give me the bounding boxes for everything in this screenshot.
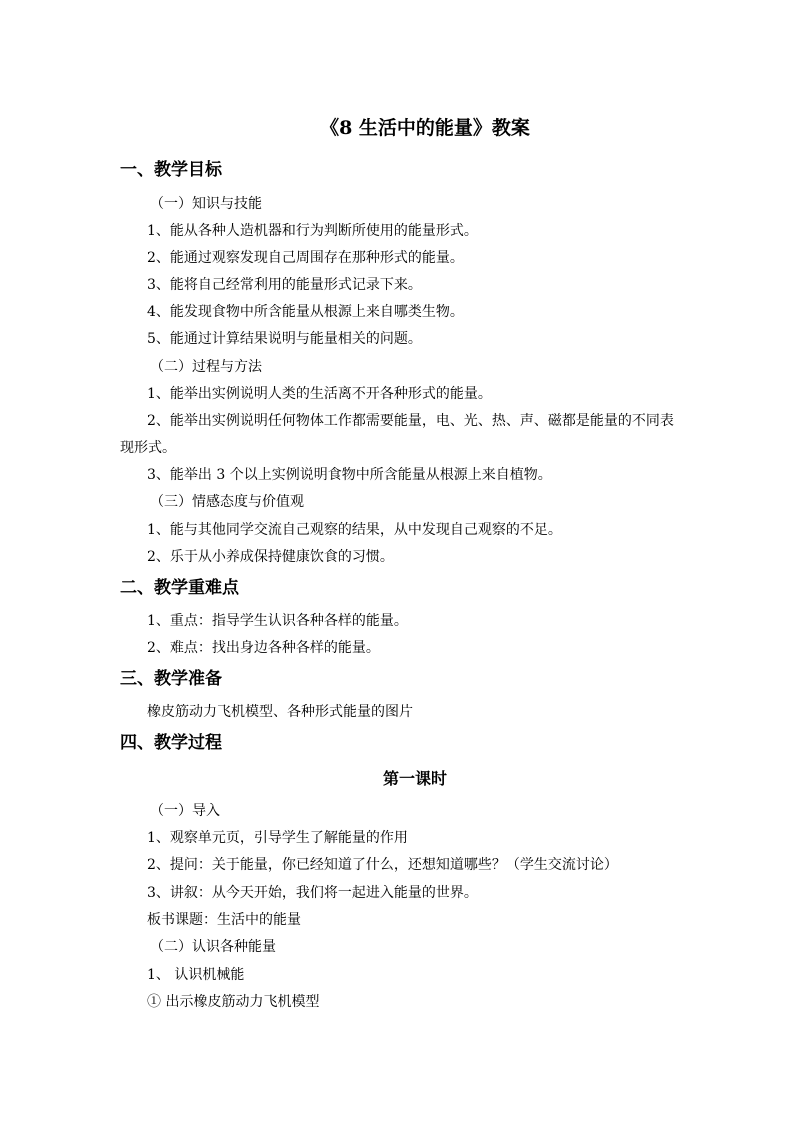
list-item: 1、观察单元页，引导学生了解能量的作用 xyxy=(147,830,408,846)
section-heading-goals: 一、教学目标 xyxy=(120,160,222,180)
list-item: 3、能将自己经常利用的能量形式记录下来。 xyxy=(147,277,422,293)
subheading-knowledge: （一）知识与技能 xyxy=(150,196,262,212)
list-item: 2、乐于从小养成保持健康饮食的习惯。 xyxy=(147,549,394,565)
list-item: 1、重点：指导学生认识各种各样的能量。 xyxy=(147,613,408,629)
list-item: 3、讲叙：从今天开始，我们将一起进入能量的世界。 xyxy=(147,885,478,901)
subheading-energy: （二）认识各种能量 xyxy=(150,939,276,955)
section-heading-procedure: 四、教学过程 xyxy=(120,733,222,753)
list-item: 1、 认识机械能 xyxy=(147,967,245,983)
list-item: 5、能通过计算结果说明与能量相关的问题。 xyxy=(147,331,422,347)
subheading-process: （二）过程与方法 xyxy=(150,359,262,375)
list-item: 2、难点：找出身边各种各样的能量。 xyxy=(147,640,380,656)
list-item: 1、能从各种人造机器和行为判断所使用的能量形式。 xyxy=(147,223,478,239)
list-item: 2、能举出实例说明任何物体工作都需要能量，电、光、热、声、磁都是能量的不同表 xyxy=(147,413,674,429)
preparation-text: 橡皮筋动力飞机模型、各种形式能量的图片 xyxy=(147,704,413,720)
document-title: 《8 生活中的能量》教案 xyxy=(320,117,530,139)
section-heading-preparation: 三、教学准备 xyxy=(120,669,222,689)
list-item: ① 出示橡皮筋动力飞机模型 xyxy=(147,994,320,1010)
list-item: 3、能举出 3 个以上实例说明食物中所含能量从根源上来自植物。 xyxy=(147,467,552,483)
lesson-title: 第一课时 xyxy=(382,769,447,788)
list-item: 1、能举出实例说明人类的生活离不开各种形式的能量。 xyxy=(147,386,492,402)
subheading-intro: （一）导入 xyxy=(150,803,220,819)
list-item: 4、能发现食物中所含能量从根源上来自哪类生物。 xyxy=(147,304,464,320)
list-item: 2、提问：关于能量，你已经知道了什么，还想知道哪些？（学生交流讨论） xyxy=(147,857,618,873)
list-item: 1、能与其他同学交流自己观察的结果，从中发现自己观察的不足。 xyxy=(147,522,562,538)
board-title: 板书课题：生活中的能量 xyxy=(147,912,301,928)
list-item: 2、能通过观察发现自己周围存在那种形式的能量。 xyxy=(147,250,464,266)
section-heading-key-points: 二、教学重难点 xyxy=(120,578,239,598)
subheading-attitude: （三）情感态度与价值观 xyxy=(150,494,304,510)
list-item-continuation: 现形式。 xyxy=(120,440,176,456)
